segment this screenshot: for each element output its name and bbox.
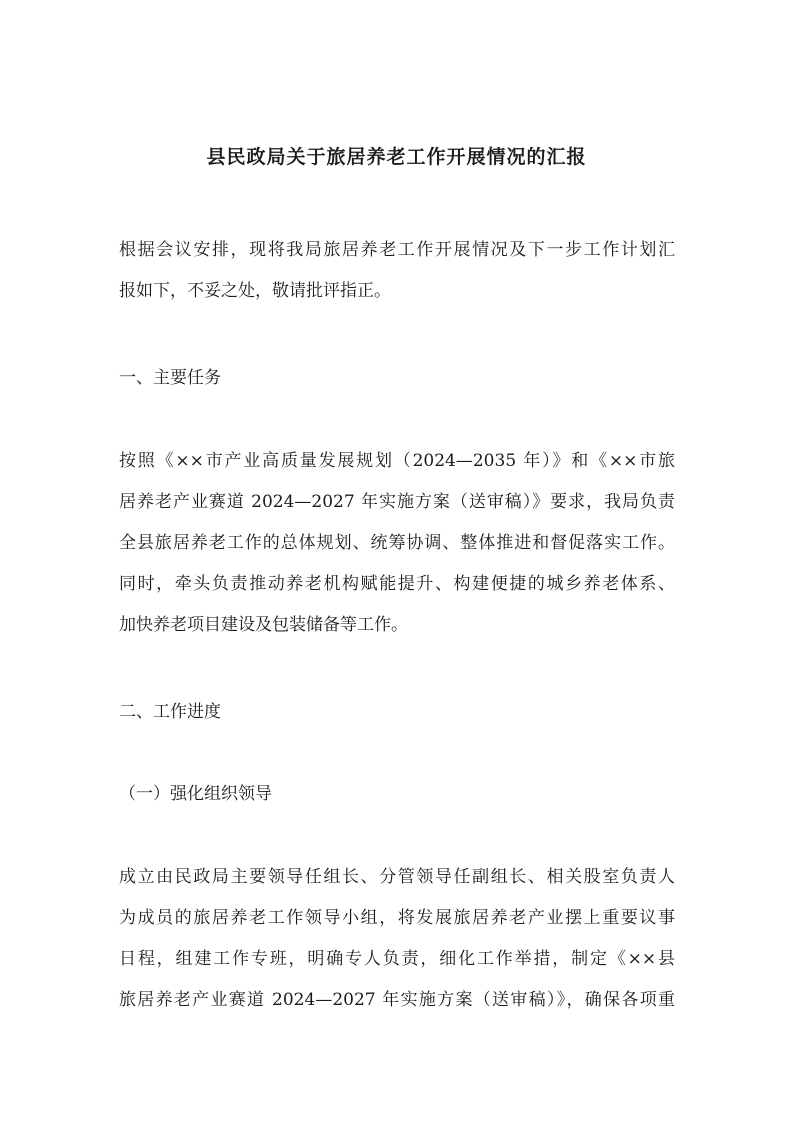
main-tasks-paragraph (119, 441, 675, 646)
paragraph-line: 旅居养老产业赛道 2024—2027 年实施方案（送审稿）》，确保各项重 (119, 990, 675, 1010)
paragraph-line: 居养老产业赛道 2024—2027 年实施方案（送审稿）》要求，我局负责 (119, 492, 675, 512)
section-heading-main-tasks: 一、主要任务 (119, 368, 221, 388)
intro-line: 根据会议安排，现将我局旅居养老工作开展情况及下一步工作计划汇 (119, 240, 675, 260)
section-heading-work-progress: 二、工作进度 (119, 702, 221, 722)
document-title: 县民政局关于旅居养老工作开展情况的汇报 (206, 145, 587, 168)
paragraph-line: 成立由民政局主要领导任组长、分管领导任副组长、相关股室负责人 (119, 867, 675, 887)
paragraph-line: 同时，牵头负责推动养老机构赋能提升、构建便捷的城乡养老体系、 (119, 574, 675, 594)
paragraph-line: 加快养老项目建设及包装储备等工作。 (119, 615, 408, 635)
paragraph-line: 为成员的旅居养老工作领导小组，将发展旅居养老产业摆上重要议事 (119, 908, 675, 928)
intro-line: 报如下，不妥之处，敬请批评指正。 (119, 281, 391, 301)
intro-paragraph (119, 230, 675, 312)
subsection-heading-organization: （一）强化组织领导 (119, 784, 272, 804)
organization-paragraph (119, 857, 675, 1021)
paragraph-line: 按照《××市产业高质量发展规划（2024—2035 年）》和《××市旅 (119, 451, 675, 471)
paragraph-line: 全县旅居养老工作的总体规划、统筹协调、整体推进和督促落实工作。 (119, 533, 675, 553)
paragraph-line: 日程，组建工作专班，明确专人负责，细化工作举措，制定《××县 (119, 949, 675, 969)
